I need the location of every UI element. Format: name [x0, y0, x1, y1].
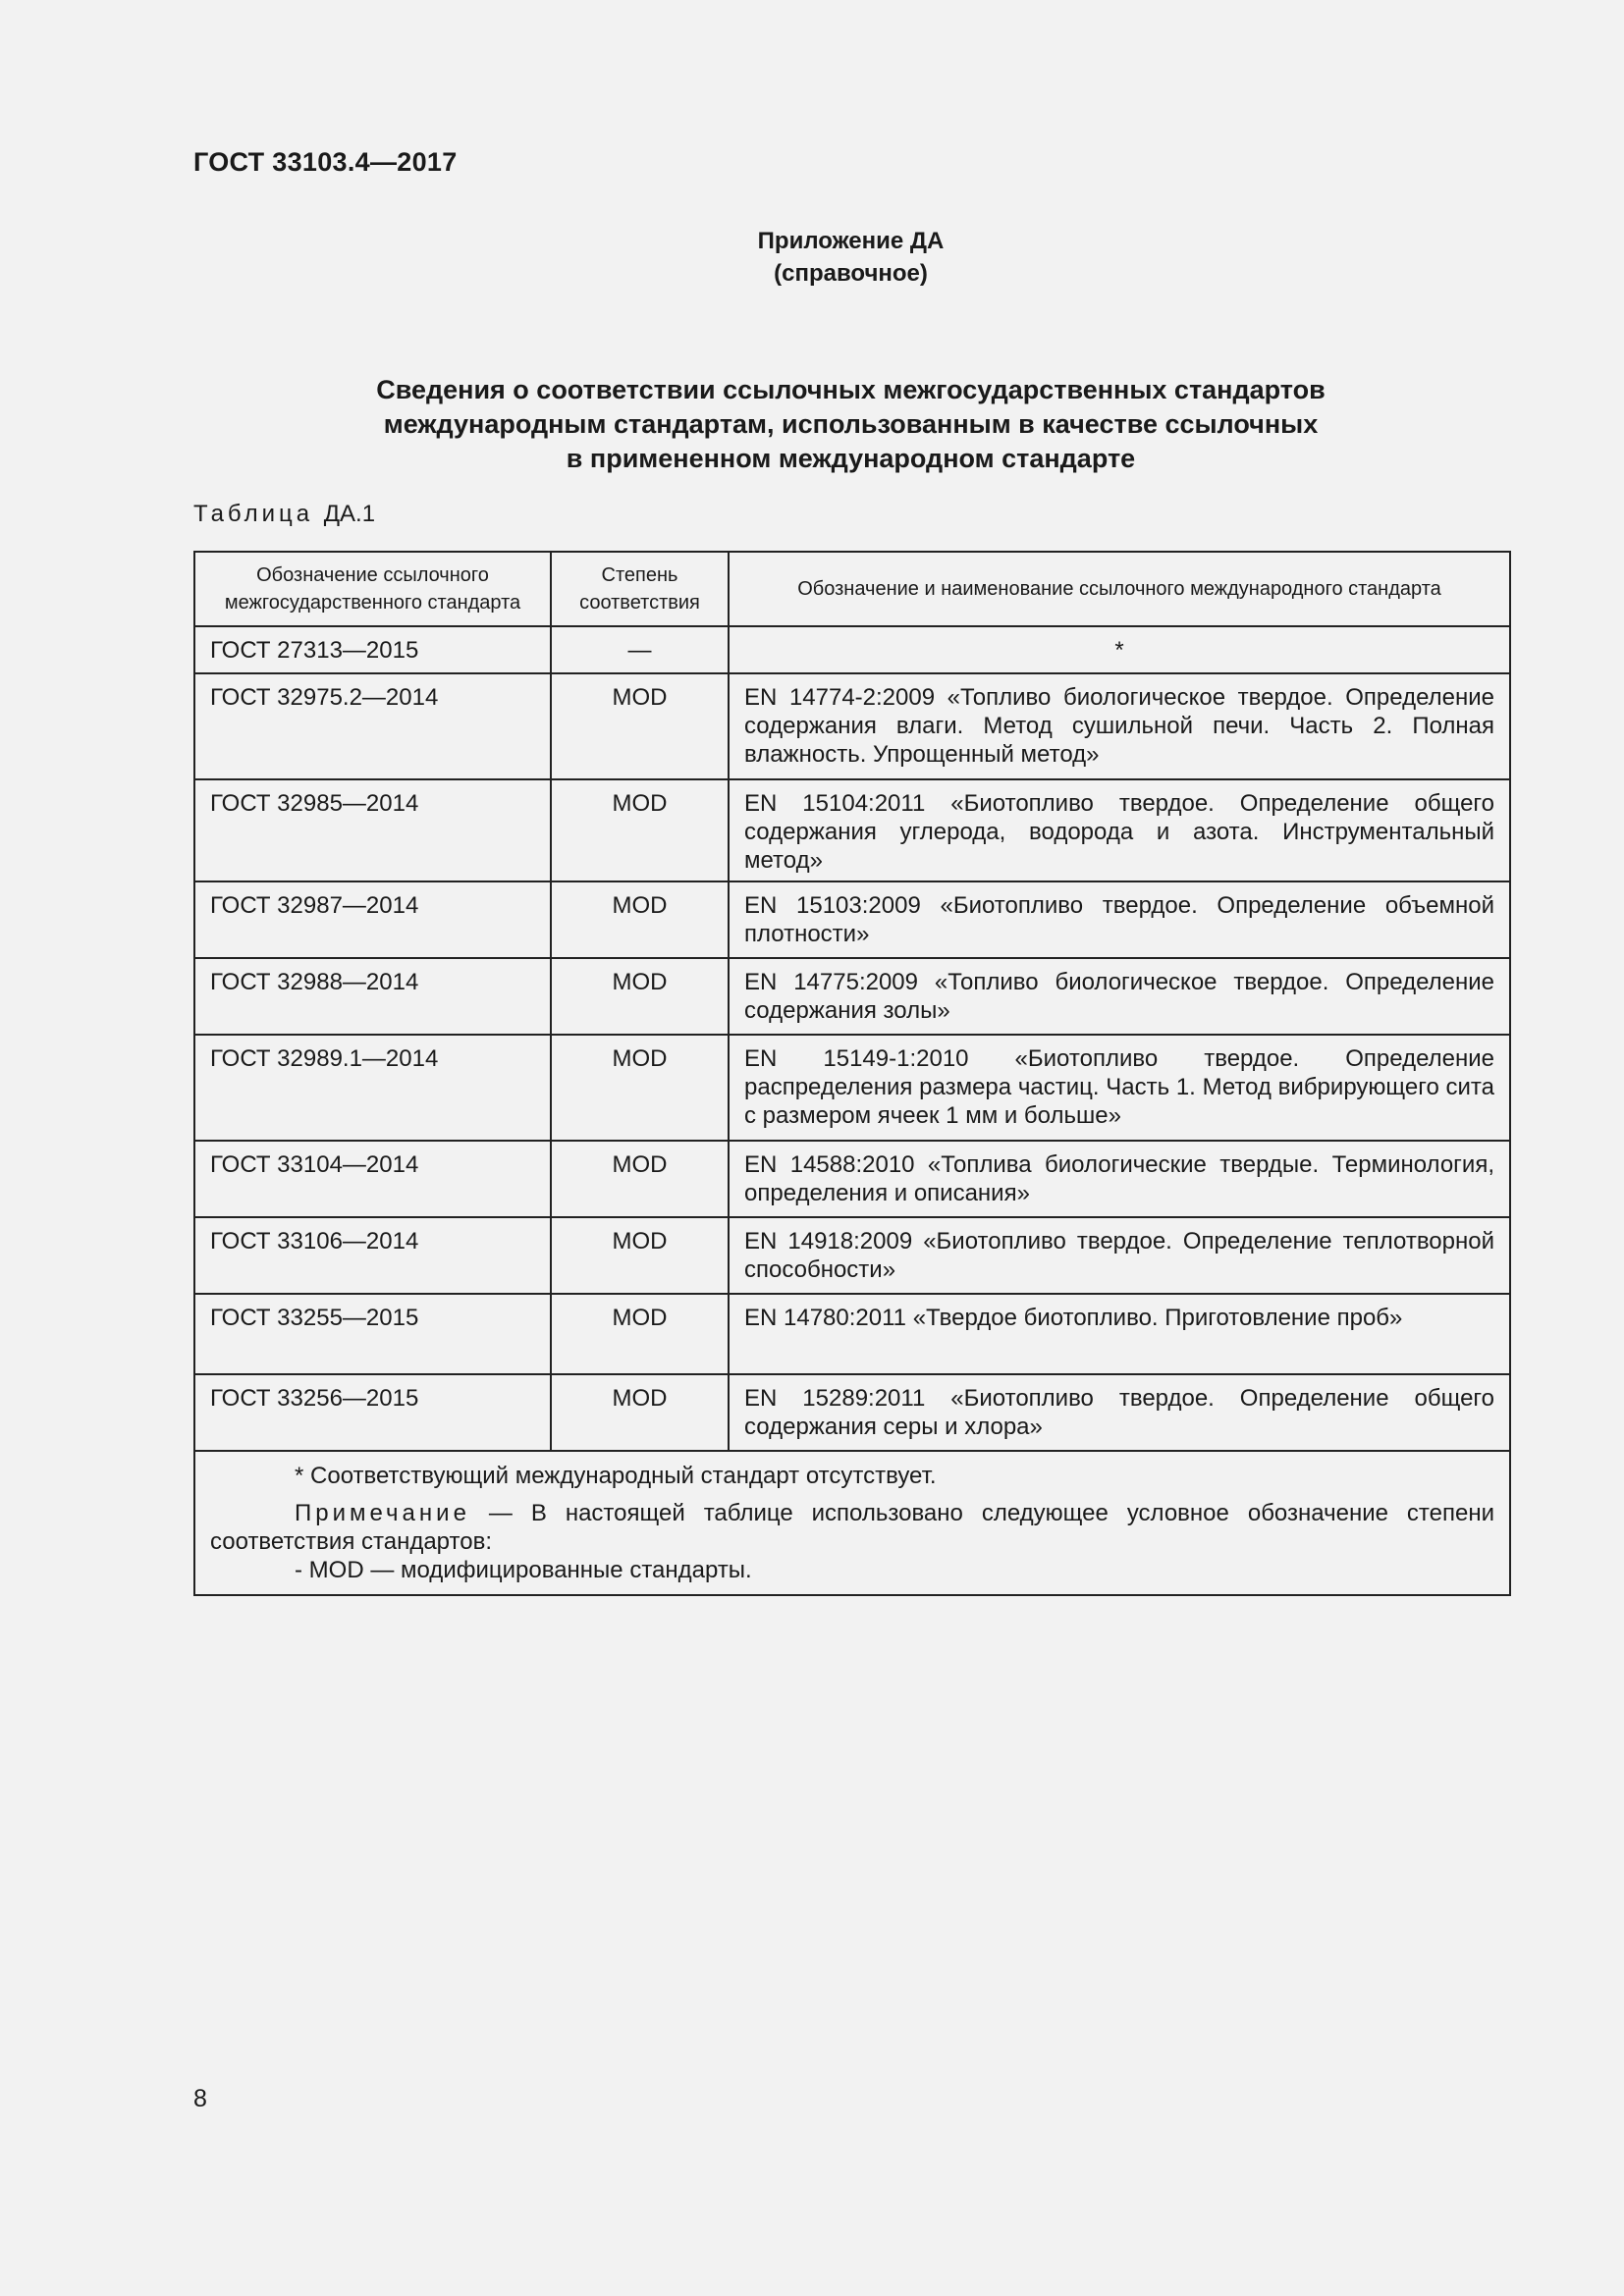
table-row	[194, 1217, 1510, 1294]
cell-gost: ГОСТ 33104—2014	[194, 1141, 551, 1217]
table-row	[194, 626, 1510, 673]
cell-degree: MOD	[551, 881, 729, 958]
cell-international: *	[729, 626, 1510, 673]
cell-gost: ГОСТ 32987—2014	[194, 881, 551, 958]
cell-international: EN 14775:2009 «Топливо биологическое твердое. Определение содержания золы»	[729, 958, 1510, 1035]
note-label: Примечание	[295, 1500, 470, 1526]
section-title-line: Сведения о соответствии ссылочных межгосударственных стандартов	[376, 375, 1326, 404]
cell-degree: MOD	[551, 1141, 729, 1217]
cell-international: EN 14774-2:2009 «Топливо биологическое твердое. Определение содержания влаги. Метод сушильной печи. Часть 2. Полная влажность. Упрощенный метод»	[729, 673, 1510, 779]
cell-degree: MOD	[551, 1035, 729, 1141]
note-item: - MOD — модифицированные стандарты.	[295, 1557, 752, 1583]
table-footnote-cell	[194, 1451, 1510, 1595]
section-title-line: международным стандартам, использованным в качестве ссылочных	[383, 409, 1319, 439]
cell-degree: —	[551, 626, 729, 673]
page-number: 8	[193, 2085, 207, 2112]
table-row	[194, 779, 1510, 881]
section-title-line: в примененном международном стандарте	[566, 444, 1136, 473]
cell-international: EN 14588:2010 «Топлива биологические твердые. Терминология, определения и описания»	[729, 1141, 1510, 1217]
annex-type: (справочное)	[774, 260, 928, 287]
cell-degree: MOD	[551, 779, 729, 881]
cell-international: EN 15104:2011 «Биотопливо твердое. Определение общего содержания углерода, водорода и азота. Инструментальный метод»	[729, 779, 1510, 881]
header-degree: Степень соответствия	[551, 552, 729, 626]
table-header-row	[194, 552, 1510, 626]
cell-gost: ГОСТ 33255—2015	[194, 1294, 551, 1374]
table-row	[194, 1294, 1510, 1374]
table-caption	[193, 501, 375, 528]
cell-international: EN 15103:2009 «Биотопливо твердое. Определение объемной плотности»	[729, 881, 1510, 958]
cell-gost: ГОСТ 33256—2015	[194, 1374, 551, 1451]
cell-gost: ГОСТ 32985—2014	[194, 779, 551, 881]
annex-title: Приложение ДА	[757, 228, 945, 254]
cell-degree: MOD	[551, 1217, 729, 1294]
table-row	[194, 1374, 1510, 1451]
cell-degree: MOD	[551, 1374, 729, 1451]
correspondence-table	[193, 551, 1511, 1596]
table-footnote-row	[194, 1451, 1510, 1595]
cell-international: EN 15289:2011 «Биотопливо твердое. Определение общего содержания серы и хлора»	[729, 1374, 1510, 1451]
cell-gost: ГОСТ 27313—2015	[194, 626, 551, 673]
table-row	[194, 881, 1510, 958]
annex-heading	[0, 225, 1624, 290]
cell-gost: ГОСТ 33106—2014	[194, 1217, 551, 1294]
table-row	[194, 958, 1510, 1035]
cell-degree: MOD	[551, 1294, 729, 1374]
table-caption-number: ДА.1	[323, 501, 376, 527]
cell-international: EN 15149-1:2010 «Биотопливо твердое. Определение распределения размера частиц. Часть 1. Метод вибрирующего сита с размером ячеек 1 мм и больше»	[729, 1035, 1510, 1141]
footnote-text: * Соответствующий международный стандарт отсутствует.	[295, 1463, 937, 1489]
cell-gost: ГОСТ 32988—2014	[194, 958, 551, 1035]
table-caption-word: Таблица	[193, 501, 314, 527]
section-title	[0, 373, 1624, 476]
cell-degree: MOD	[551, 958, 729, 1035]
cell-international: EN 14918:2009 «Биотопливо твердое. Определение теплотворной способности»	[729, 1217, 1510, 1294]
cell-gost: ГОСТ 32989.1—2014	[194, 1035, 551, 1141]
cell-degree: MOD	[551, 673, 729, 779]
cell-international: EN 14780:2011 «Твердое биотопливо. Приготовление проб»	[729, 1294, 1510, 1374]
cell-gost: ГОСТ 32975.2—2014	[194, 673, 551, 779]
header-interstate-standard: Обозначение ссылочного межгосударственного стандарта	[194, 552, 551, 626]
table-row	[194, 673, 1510, 779]
header-international-standard: Обозначение и наименование ссылочного международного стандарта	[729, 552, 1510, 626]
table-row	[194, 1035, 1510, 1141]
table-note	[210, 1499, 1494, 1556]
note-text: — В настоящей таблице использовано следующее условное обозначение степени соответствия стандартов:	[210, 1500, 1494, 1555]
document-code: ГОСТ 33103.4—2017	[193, 147, 458, 177]
table-row	[194, 1141, 1510, 1217]
